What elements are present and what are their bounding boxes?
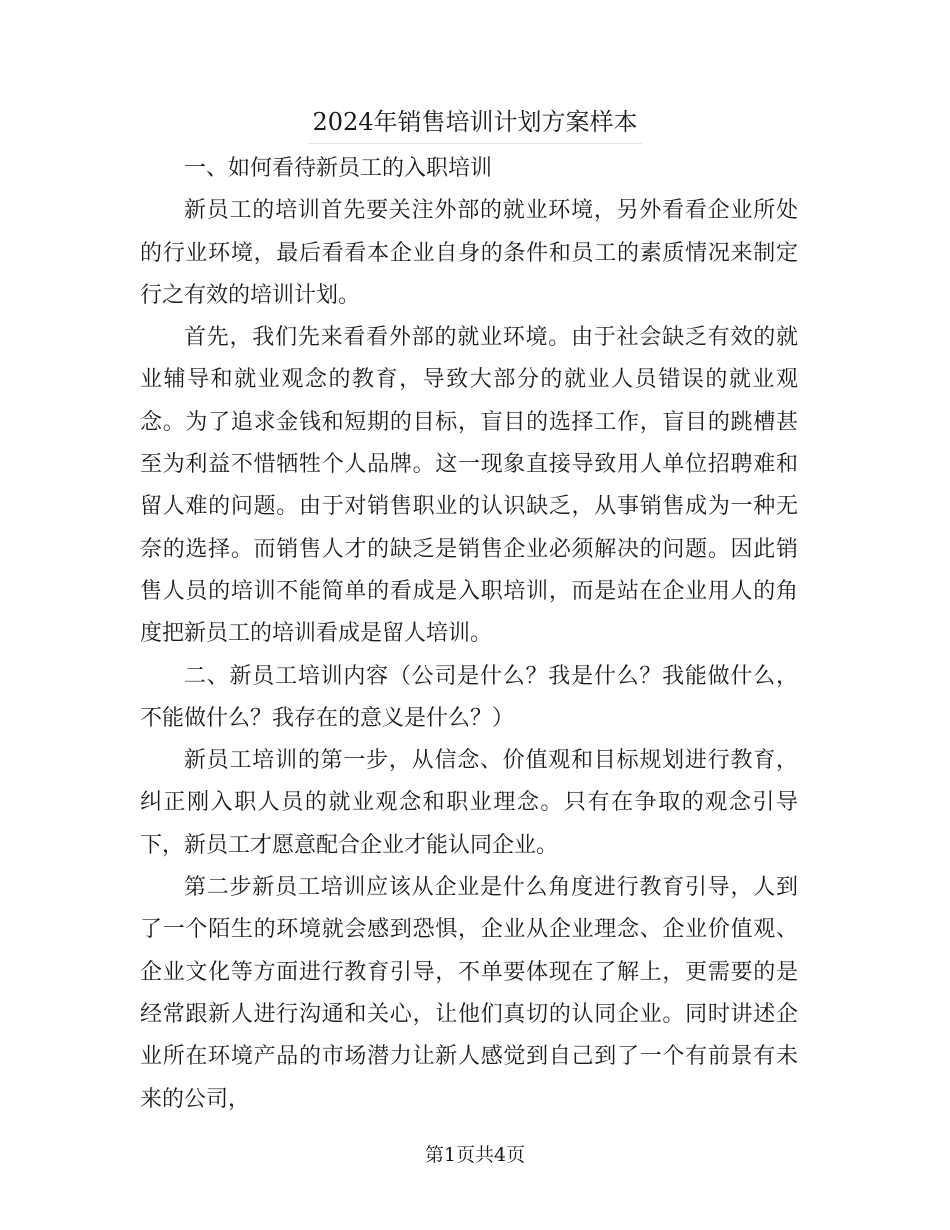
page-footer: 第1页共4页: [424, 1144, 526, 1166]
document-title: 2024年销售培训计划方案样本: [312, 108, 638, 136]
title-underline: [308, 143, 642, 144]
body-paragraph: 首先，我们先来看看外部的就业环境。由于社会缺乏有效的就业辅导和就业观念的教育，导致大部分的就业人员错误的就业观念。为了追求金钱和短期的目标，盲目的选择工作，盲目的跳槽甚至为利益不惜牺牲个人品牌。这一现象直接导致用人单位招聘难和留人难的问题。由于对销售职业的认识缺乏，从事销售成为一种无奈的选择。而销售人才的缺乏是销售企业必须解决的问题。因此销售人员的培训不能简单的看成是入职培训，而是站在企业用人的角度把新员工的培训看成是留人培训。: [140, 325, 798, 647]
body-paragraph: 新员工的培训首先要关注外部的就业环境，另外看看企业所处的行业环境，最后看看本企业自身的条件和员工的素质情况来制定行之有效的培训计划。: [140, 198, 798, 308]
document-body: [140, 148, 798, 1121]
section-heading-1: 一、如何看待新员工的入职培训: [184, 156, 493, 181]
body-paragraph: 新员工培训的第一步，从信念、价值观和目标规划进行教育，纠正刚入职人员的就业观念和职业理念。只有在争取的观念引导下，新员工才愿意配合企业才能认同企业。: [140, 748, 798, 858]
section-heading-2: 二、新员工培训内容（公司是什么？我是什么？我能做什么，不能做什么？我存在的意义是什么？）: [140, 663, 798, 731]
body-paragraph: 第二步新员工培训应该从企业是什么角度进行教育引导，人到了一个陌生的环境就会感到恐惧，企业从企业理念、企业价值观、企业文化等方面进行教育引导，不单要体现在了解上，更需要的是经常跟新人进行沟通和关心，让他们真切的认同企业。同时讲述企业所在环境产品的市场潜力让新人感觉到自己到了一个有前景有未来的公司，: [140, 875, 798, 1112]
